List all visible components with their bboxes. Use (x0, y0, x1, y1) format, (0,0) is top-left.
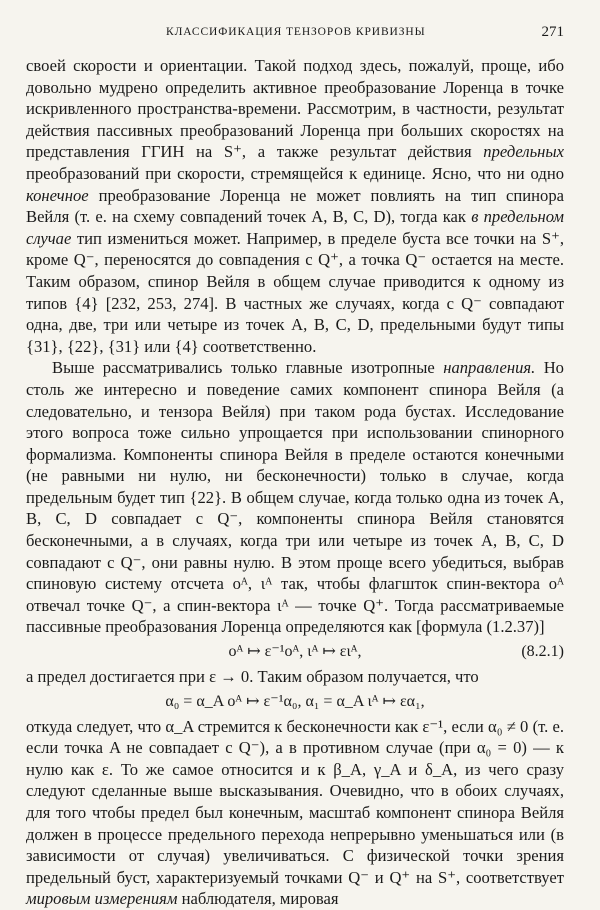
equation-body: oᴬ ↦ ε⁻¹oᴬ, ιᴬ ↦ ειᴬ, (228, 643, 362, 661)
paragraph-1 (26, 55, 564, 357)
body-text (26, 55, 564, 910)
page-number: 271 (541, 24, 564, 40)
paragraph-4 (26, 716, 564, 910)
p1-emph-predelnom-sluchae: в предельном случае (26, 207, 564, 248)
p2-text-a: Выше рассматривались только главные изотропные (52, 358, 444, 378)
p2-text-c: Но столь же интересно и поведение самих компонент спинора Вейля (а следовательно, и тензора Вейля) при таком рода бустах. Исследование этого вопроса тоже сильно упрощается при использовании спинорного формализма. Компоненты спинора Вейля в пределе остаются конечными (не равными ни нулю, ни бесконечности) только в случае, когда предельным будет тип {22}. В общем случае, когда только одна из точек A, B, C, D совпадает с Q⁻, компоненты спинора Вейля становятся бесконечными, а в случаях, когда три или четыре из точек A, B, C, D совпадают с Q⁻, они равны нулю. В этом проще всего убедиться, выбрав спиновую систему отсчета oᴬ, ιᴬ так, чтобы флагшток спин-вектора oᴬ отвечал точке Q⁻, а спин-вектора ιᴬ — точке Q⁺. Тогда рассматриваемые пассивные преобразования Лоренца определяются как [формула (1.2.37)] (26, 358, 564, 637)
paragraph-2 (26, 357, 564, 638)
running-head (26, 24, 576, 44)
p1-text-a: своей скорости и ориентации. Такой подход здесь, пожалуй, проще, ибо довольно мудрено определить активное преобразование Лоренца в точке искривленного пространства-времени. Рассмотрим, в частности, результат действия пассивных преобразований Лоренца при больших скоростях на представления ГГИН на S⁺, а также результат действия (26, 56, 564, 162)
p1-text-e: преобразование Лоренца не может повлиять на тип спинора Вейля (т. е. на схему совпадений точек A, B, C, D), тогда как (26, 185, 564, 227)
p4-text-c: наблюдателя, мировая (177, 889, 339, 909)
p4-emph-mirovym-izmereniyam: мировым измерениям (26, 889, 178, 909)
p4-text-a: откуда следует, что α_A стремится к бесконечности как ε⁻¹, если α₀ ≠ 0 (т. е. если точка A не совпадает с Q⁻), а в противном случае (при α₀ = 0) — к нулю как ε. То же самое относится и к β_A, γ_A и δ_A, из чего сразу следуют сделанные выше высказывания. Очевидно, что в обоих случаях, для того чтобы предел был конечным, масштаб компонент спинора Вейля должен в процессе предельного перехода непрерывно уменьшаться или (в зависимости от случая) увеличиваться. С физической точки зрения предельный буст, характеризуемый точками Q⁻ и Q⁺ на S⁺, соответствует (26, 716, 564, 887)
p1-text-c: преобразований при скорости, стремящейся к единице. Ясно, что ни одно (26, 163, 564, 183)
equation-number: (8.2.1) (521, 643, 564, 661)
p1-text-g: тип измениться может. Например, в пределе буста все точки на S⁺, кроме Q⁻, переносятся до совпадения с Q⁺, а точка Q⁻ остается на месте. Таким образом, спинор Вейля в общем случае приводится к одному из типов {4} [232, 253, 274]. В частных же случаях, когда с Q⁻ совпадают одна, две, три или четыре из точек A, B, C, D, предельными будут типы {31}, {22}, {31} или {4} соответственно. (26, 228, 564, 356)
p1-emph-konechnoe: конечное (26, 185, 89, 205)
chapter-title: КЛАССИФИКАЦИЯ ТЕНЗОРОВ КРИВИЗНЫ (166, 26, 426, 38)
paragraph-3: а предел достигается при ε → 0. Таким образом получается, что (26, 667, 479, 687)
equation-alpha (26, 688, 564, 716)
equation-8-2-1 (26, 638, 564, 666)
p1-emph-predelnykh: предельных (483, 142, 564, 162)
equation-alpha-body: α₀ = α_A oᴬ ↦ ε⁻¹α₀, α₁ = α_A ιᴬ ↦ εα₁, (165, 692, 425, 710)
p2-emph-napravleniya: направления. (443, 358, 536, 378)
